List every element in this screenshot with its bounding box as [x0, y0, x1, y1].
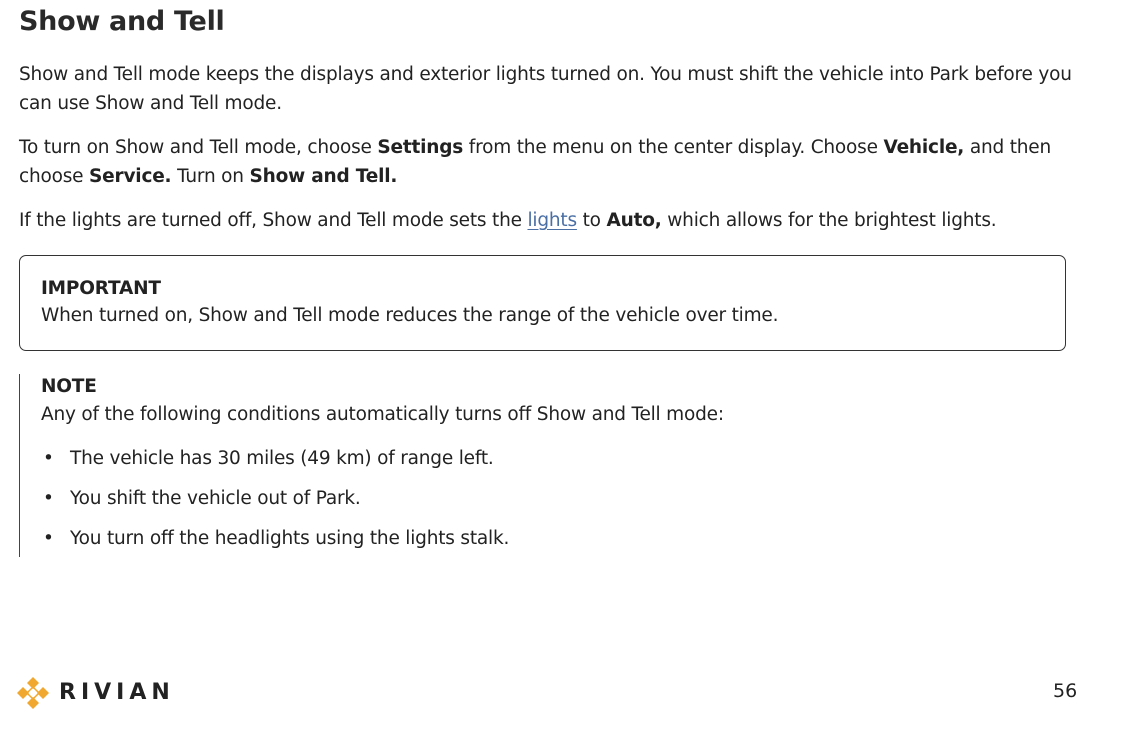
auto-term: Auto,	[606, 210, 662, 231]
intro-paragraph: Show and Tell mode keeps the displays and exterior lights turned on. You must shift the vehicle into Park before you can use Show and Tell mode.	[19, 64, 1072, 114]
note-conditions-list	[41, 448, 509, 568]
instructions-text-3: and then choose	[19, 137, 1051, 187]
important-callout	[19, 255, 1066, 351]
list-item-text: The vehicle has 30 miles (49 km) of range left.	[70, 448, 494, 469]
note-heading: NOTE	[41, 376, 97, 397]
instructions-text-4: Turn on	[171, 166, 250, 187]
important-text: When turned on, Show and Tell mode reduces the range of the vehicle over time.	[41, 305, 779, 326]
bullet-icon: •	[43, 448, 54, 469]
lights-text-3: which allows for the brightest lights.	[661, 210, 997, 231]
note-text: Any of the following conditions automatically turns off Show and Tell mode:	[41, 404, 724, 425]
list-item-text: You shift the vehicle out of Park.	[70, 488, 361, 509]
instructions-text-2: from the menu on the center display. Choose	[463, 137, 884, 158]
list-item	[41, 528, 509, 568]
lights-paragraph	[19, 206, 1079, 235]
footer-brand: RIVIAN	[59, 680, 175, 705]
service-term: Service.	[89, 166, 172, 187]
rivian-compass-logo-icon	[16, 676, 50, 710]
lights-link[interactable]: lights	[527, 210, 577, 231]
bullet-icon: •	[43, 488, 54, 509]
lights-text-1: If the lights are turned off, Show and Tell mode sets the	[19, 210, 528, 231]
bullet-icon: •	[43, 528, 54, 549]
vehicle-term: Vehicle,	[883, 137, 965, 158]
list-item-text: You turn off the headlights using the lights stalk.	[70, 528, 510, 549]
lights-text-2: to	[576, 210, 607, 231]
important-heading: IMPORTANT	[41, 278, 161, 299]
page-title: Show and Tell	[19, 6, 225, 37]
show-and-tell-term: Show and Tell.	[249, 166, 398, 187]
instructions-paragraph	[19, 133, 1079, 191]
instructions-text-1: To turn on Show and Tell mode, choose	[19, 137, 378, 158]
page-number: 56	[1053, 680, 1078, 702]
list-item	[41, 448, 509, 488]
settings-term: Settings	[377, 137, 464, 158]
list-item	[41, 488, 509, 528]
note-callout	[19, 374, 1070, 557]
